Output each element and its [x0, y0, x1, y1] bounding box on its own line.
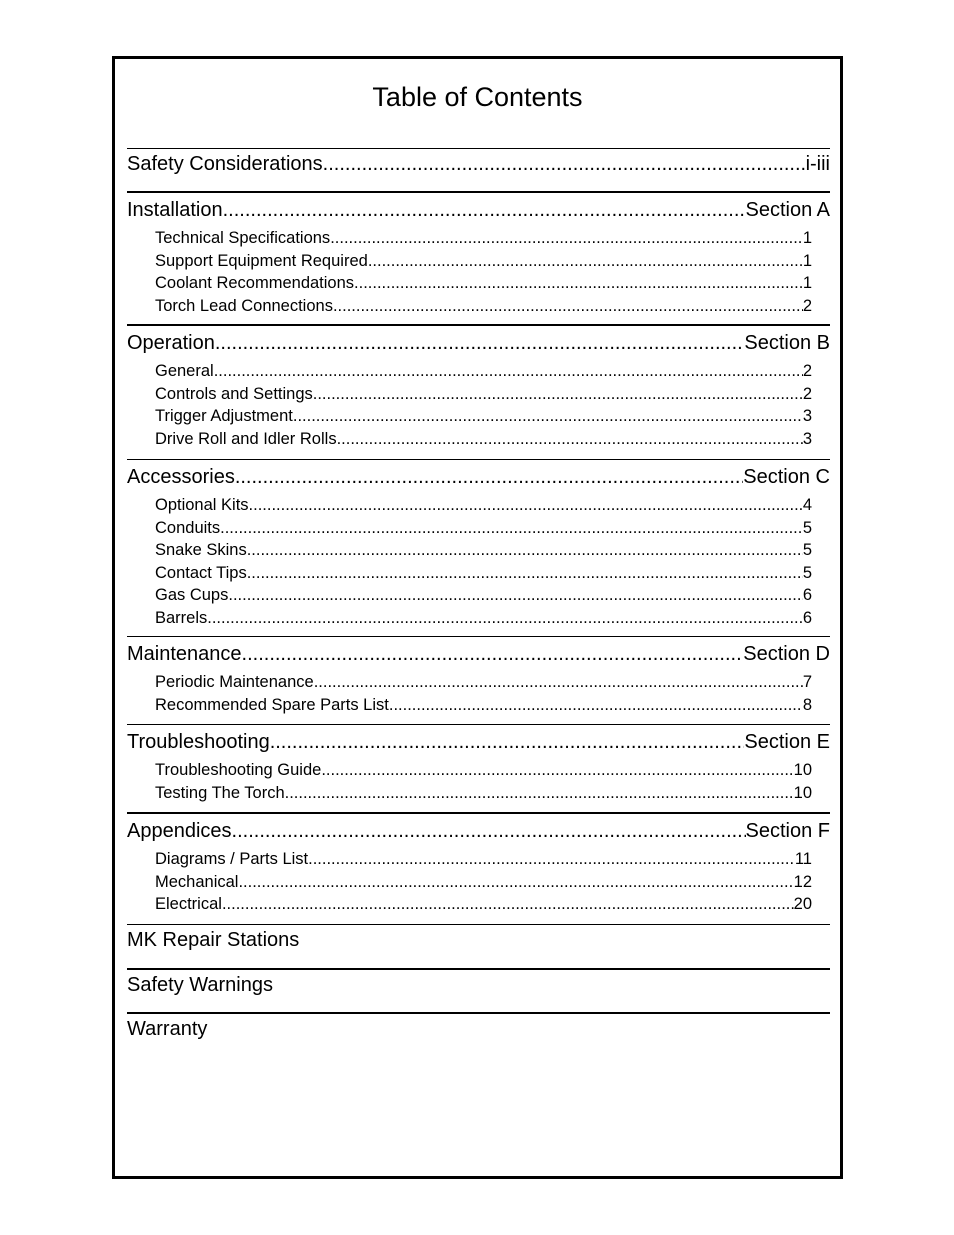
- dot-leader: [270, 729, 745, 755]
- toc-subitem[interactable]: [155, 405, 812, 428]
- toc-subitem-list: [127, 759, 830, 804]
- toc-heading-label: Installation: [127, 199, 223, 221]
- toc-subitem-page: 2: [802, 362, 812, 380]
- toc-heading-page: Section F: [745, 820, 830, 842]
- dot-leader: [354, 272, 803, 295]
- toc-subitem-page: 10: [793, 761, 812, 779]
- toc-subitem[interactable]: [155, 517, 812, 540]
- dot-leader: [389, 694, 803, 717]
- toc-subitem[interactable]: [155, 848, 812, 871]
- toc-heading-page: i-iii: [805, 153, 830, 175]
- dot-leader: [249, 494, 803, 517]
- toc-section-installation: [127, 191, 830, 324]
- page-frame: [112, 56, 843, 1179]
- toc-subitem-page: 10: [793, 783, 812, 802]
- toc-heading-page: Section A: [745, 199, 830, 221]
- dot-leader: [321, 759, 793, 782]
- toc-subitem[interactable]: [155, 871, 812, 894]
- toc-heading-page: Section E: [744, 731, 830, 753]
- toc-subitem-label: Optional Kits: [155, 496, 249, 514]
- dot-leader: [207, 607, 803, 630]
- dot-leader: [337, 428, 803, 451]
- toc-section-safety-warnings: [127, 968, 830, 1012]
- dot-leader: [323, 151, 806, 177]
- toc-subitem-page: 5: [802, 541, 812, 559]
- toc-subitem[interactable]: [155, 584, 812, 607]
- toc-subitem-page: 2: [802, 296, 812, 315]
- dot-leader: [238, 871, 793, 894]
- toc-section-operation: [127, 324, 830, 459]
- dot-leader: [247, 539, 803, 562]
- toc-heading-label: Maintenance: [127, 643, 242, 665]
- dot-leader: [223, 197, 746, 223]
- toc-subitem-page: 7: [802, 673, 812, 691]
- dot-leader: [308, 848, 795, 871]
- toc-subitem-label: Mechanical: [155, 872, 239, 891]
- toc-subitem-page: 11: [794, 850, 812, 868]
- dot-leader: [314, 671, 803, 694]
- toc-subitem-label: Controls and Settings: [155, 384, 313, 403]
- toc-heading-row[interactable]: [127, 462, 830, 490]
- dot-leader: [214, 360, 803, 383]
- toc-subitem[interactable]: [155, 383, 812, 406]
- dot-leader: [285, 782, 794, 805]
- toc-subitem-label: Gas Cups: [155, 586, 229, 604]
- toc-subitem[interactable]: [155, 607, 812, 630]
- toc-subitem-list: [127, 671, 830, 716]
- toc-heading-label[interactable]: Safety Warnings: [127, 974, 273, 996]
- toc-subitem-page: 1: [802, 229, 812, 247]
- toc-subitem-label: General: [155, 362, 214, 380]
- toc-section-mk-repair-stations: [127, 924, 830, 968]
- table-of-contents: [127, 148, 830, 1056]
- toc-subitem-label: Contact Tips: [155, 563, 247, 582]
- toc-subitem-page: 6: [802, 608, 812, 627]
- toc-subitem-page: 1: [802, 274, 812, 292]
- toc-subitem-page: 2: [802, 384, 812, 403]
- toc-subitem-label: Drive Roll and Idler Rolls: [155, 429, 337, 448]
- toc-subitem-list: [127, 848, 830, 916]
- toc-section-maintenance: [127, 636, 830, 724]
- toc-subitem[interactable]: [155, 428, 812, 451]
- toc-subitem-page: 20: [793, 895, 812, 913]
- toc-subitem[interactable]: [155, 250, 812, 273]
- dot-leader: [313, 383, 803, 406]
- toc-subitem[interactable]: [155, 671, 812, 694]
- toc-subitem-page: 12: [793, 872, 812, 891]
- toc-subitem-label: Electrical: [155, 895, 222, 913]
- toc-subitem-label: Diagrams / Parts List: [155, 850, 309, 868]
- toc-heading-label: Safety Considerations: [127, 153, 323, 175]
- dot-leader: [220, 517, 803, 540]
- toc-subitem-page: 5: [802, 518, 812, 537]
- toc-heading-row[interactable]: [127, 639, 830, 667]
- toc-subitem-label: Conduits: [155, 518, 221, 537]
- toc-section-warranty: [127, 1012, 830, 1056]
- toc-subitem-page: 8: [802, 695, 812, 714]
- toc-subitem-page: 3: [802, 429, 812, 448]
- toc-subitem-list: [127, 360, 830, 450]
- dot-leader: [235, 464, 743, 490]
- toc-subitem-list: [127, 494, 830, 629]
- toc-subitem[interactable]: [155, 539, 812, 562]
- toc-heading-label[interactable]: Warranty: [127, 1018, 208, 1040]
- toc-subitem-label: Periodic Maintenance: [155, 673, 314, 691]
- toc-subitem-label: Support Equipment Required: [155, 251, 368, 270]
- dot-leader: [232, 818, 746, 844]
- dot-leader: [333, 295, 803, 318]
- dot-leader: [247, 562, 803, 585]
- dot-leader: [242, 641, 744, 667]
- toc-subitem[interactable]: [155, 759, 812, 782]
- toc-subitem-page: 5: [802, 563, 812, 582]
- toc-subitem[interactable]: [155, 562, 812, 585]
- toc-heading-row[interactable]: [127, 727, 830, 755]
- toc-subitem[interactable]: [155, 694, 812, 717]
- toc-subitem[interactable]: [155, 272, 812, 295]
- page-title: Table of Contents: [372, 82, 583, 112]
- toc-section-troubleshooting: [127, 724, 830, 812]
- dot-leader: [368, 250, 803, 273]
- toc-subitem-page: 6: [802, 586, 812, 604]
- dot-leader: [222, 893, 794, 916]
- toc-subitem[interactable]: [155, 360, 812, 383]
- toc-subitem-label: Troubleshooting Guide: [155, 761, 322, 779]
- toc-subitem-label: Trigger Adjustment: [155, 407, 293, 425]
- toc-heading-label: Accessories: [127, 466, 235, 488]
- toc-subitem-label: Snake Skins: [155, 541, 247, 559]
- toc-subitem[interactable]: [155, 494, 812, 517]
- toc-section-accessories: [127, 459, 830, 636]
- toc-subitem-label: Technical Specifications: [155, 229, 331, 247]
- toc-subitem-label: Testing The Torch: [155, 783, 285, 802]
- toc-subitem-label: Coolant Recommendations: [155, 274, 355, 292]
- dot-leader: [215, 330, 745, 356]
- toc-heading-row[interactable]: [127, 151, 830, 177]
- toc-heading-page: Section B: [744, 332, 830, 354]
- toc-subitem[interactable]: [155, 782, 812, 805]
- toc-heading-page: Section C: [743, 466, 830, 488]
- toc-heading-page: Section D: [743, 643, 830, 665]
- toc-heading-label[interactable]: MK Repair Stations: [127, 929, 300, 951]
- dot-leader: [293, 405, 803, 428]
- toc-subitem-list: [127, 227, 830, 317]
- toc-subitem-label: Barrels: [155, 608, 208, 627]
- toc-section-appendices: [127, 812, 830, 924]
- dot-leader: [228, 584, 802, 607]
- toc-subitem[interactable]: [155, 227, 812, 250]
- toc-subitem-page: 1: [802, 251, 812, 270]
- toc-subitem[interactable]: [155, 295, 812, 318]
- dot-leader: [330, 227, 803, 250]
- toc-subitem-page: 4: [802, 496, 812, 514]
- toc-heading-label: Troubleshooting: [127, 731, 270, 753]
- toc-heading-row[interactable]: [127, 195, 830, 223]
- toc-heading-row[interactable]: [127, 328, 830, 356]
- toc-subitem-label: Torch Lead Connections: [155, 296, 333, 315]
- toc-subitem[interactable]: [155, 893, 812, 916]
- toc-subitem-page: 3: [802, 407, 812, 425]
- toc-subitem-label: Recommended Spare Parts List: [155, 695, 389, 714]
- toc-section-safety-considerations: [127, 148, 830, 191]
- toc-heading-row[interactable]: [127, 816, 830, 844]
- toc-heading-label: Appendices: [127, 820, 232, 842]
- toc-heading-label: Operation: [127, 332, 215, 354]
